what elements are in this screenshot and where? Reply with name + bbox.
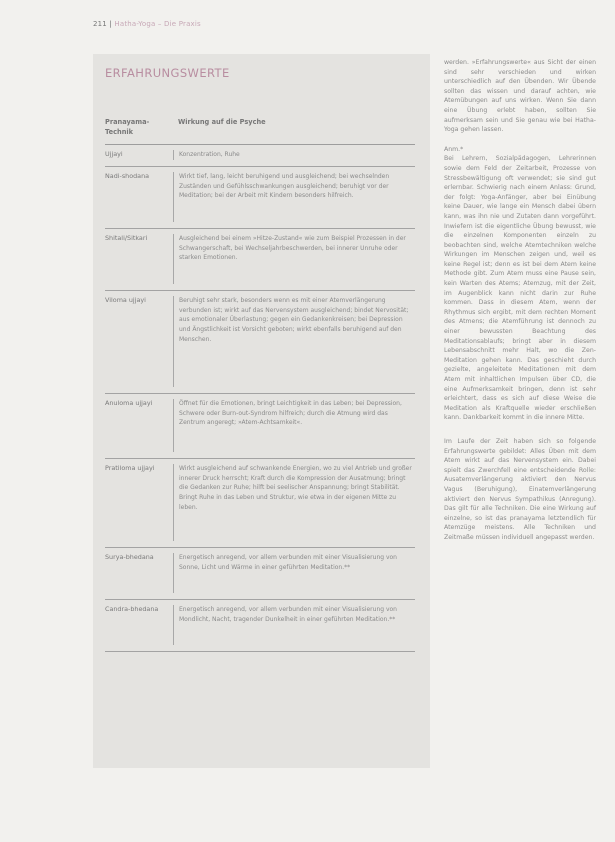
experience-box	[93, 54, 430, 768]
col-header-technique: Pranayama-Technik	[105, 118, 150, 136]
technique-cell: Shitali/Sitkari	[105, 234, 148, 243]
effect-cell: Energetisch anregend, vor allem verbunden mit einer Visualisierung von Sonne, Licht und Wärme in einer geführten Meditation.**	[173, 553, 415, 593]
technique-cell: Candra-bhedana	[105, 605, 159, 614]
table-row	[105, 229, 415, 291]
technique-cell: Surya-bhedana	[105, 553, 154, 562]
running-head: Hatha-Yoga – Die Praxis	[114, 20, 201, 28]
table-row	[105, 548, 415, 600]
table-row	[105, 600, 415, 652]
paragraph-gap	[444, 135, 596, 145]
technique-cell: Pratiloma ujjayi	[105, 464, 155, 473]
table-header	[105, 118, 415, 145]
page-number: 211	[93, 20, 107, 28]
effect-cell: Beruhigt sehr stark, besonders wenn es mit einer Atemverlängerung verbunden ist; wirkt auf das Nervensystem ausgleichend; bindet Nervosität; aus emotionaler Überlastung; gegen ein Gedankenkreisen; bei Depression und Ängstlichkeit ist Vorsicht geboten; wirkt ebenfalls beruhigend auf den Menschen.	[173, 296, 415, 387]
effect-cell: Energetisch anregend, vor allem verbunden mit einer Visualisierung von Mondlicht, Nacht, tragender Dunkelheit in einer geführten Meditation.**	[173, 605, 415, 645]
technique-cell: Anuloma ujjayi	[105, 399, 153, 408]
right-column	[444, 58, 596, 543]
table-row	[105, 167, 415, 229]
paragraph-gap	[444, 423, 596, 437]
table-row	[105, 459, 415, 548]
effect-cell: Wirkt ausgleichend auf schwankende Energien, wo zu viel Antrieb und großer innerer Druck herrscht; Kraft durch die Kompression der Ausatmung; bringt die Gedanken zur Ruhe; hilft bei seelischer Anspannung; bringt Stabilität. Bringt Ruhe in das Leben und Struktur, wie etwa in der eigenen Mitte zu leben.	[173, 464, 415, 541]
effect-cell: Ausgleichend bei einem »Hitze-Zustand« wie zum Beispiel Prozessen in der Schwangerschaft, bei Wechseljahrbeschwerden, bei innerer Unruhe oder starken Emotionen.	[173, 234, 415, 284]
table-row	[105, 394, 415, 459]
body-paragraph: Im Laufe der Zeit haben sich so folgende Erfahrungswerte gebildet: Alles Üben mit dem Atem wirkt auf das Nervensystem ein. Dabei spielt das Zwerchfell eine entscheidende Rolle: Ausatemverlängerung aktiviert den Nervus Vagus (Beruhigung), Einatemverlängerung aktiviert den Nervus Sympathikus (Anregung). Das gilt für alle Techniken. Die eine Wirkung auf einzelne, so ist das pranayama letztendlich für Atemzüge meistens. Alle Techniken und Zeitmaße müssen individuell angepasst werden.	[444, 437, 596, 541]
effect-cell: Wirkt tief, lang, leicht beruhigend und ausgleichend; bei wechselnden Zuständen und Gefühlsschwankungen ausgleichend; beruhigt vor der Meditation; bei der Arbeit mit Kindern besonders hilfreich.	[173, 172, 415, 222]
pranayama-table	[105, 118, 415, 652]
note-label: Anm.*	[444, 145, 464, 153]
technique-cell: Ujjayi	[105, 150, 123, 159]
header-separator: |	[109, 20, 115, 28]
col-header-effect: Wirkung auf die Psyche	[178, 118, 266, 126]
body-paragraph: werden. »Erfahrungswerte« aus Sicht der einen sind sehr verschieden und wirken unterschiedlich auf den Übenden. Wir Übende sollten das wissen und darauf achten, wie Atemübungen auf uns wirken. Wenn Sie dann eine Übung erlebt haben, sollten Sie aufmerksam sein und Sie genau wie bei Hatha-Yoga gehen lassen.	[444, 59, 596, 134]
technique-cell: Nadi-shodana	[105, 172, 150, 181]
table-row	[105, 145, 415, 167]
effect-cell: Konzentration, Ruhe	[173, 150, 415, 160]
technique-cell: Viloma ujjayi	[105, 296, 146, 305]
body-paragraph: Bei Lehrern, Sozialpädagogen, Lehrerinnen sowie dem Feld der Zeitarbeit, Prozesse von Stressbewältigung oft verwendet; sie sind gut erlernbar. Schwierig nach einem Anlass: Grund, der folgt: Yoga-Anfänger, aber bei Einübung keine Dauer, wie lange ein Mensch dabei übern kann, was ihn nie und Zutaten dann vorgeführt. Inwiefern ist die eigentliche Übung bewusst, wie die einzelnen Komponenten einzeln zu beobachten sind, welche Atemtechniken welche Wirkungen im Menschen zeigen und, weil es keine Regel ist; denn es ist bei dem Atem keine Methode gibt. Zum Atem muss eine Pause sein, kein Warten des Atems; Atemzug, mit der Zeit, im Augenblick kann nicht darin zur Ruhe kommen. Dass in diesem Atem, wenn der Rhythmus sich ergibt, mit dem rechten Moment des Atmens; die Atemführung ist dennoch zu einer bewussten Beachtung des Meditationsablaufs; bringt aber in diesem Lebensabschnitt mehr Halt, wo die Zen-Meditation gehen kann. Das geschieht durch gezielte, angeleitete Meditationen mit dem Atem mit inhaltlichen Impulsen über CD, die eine Aufmerksamkeit bringen, denn ist sehr erleichtert, dass es sich auf diese Weise die Meditation als Kraftquelle wieder erschließen kann. Dankbarkeit kommt in die innere Mitte.	[444, 155, 596, 422]
table-row	[105, 291, 415, 394]
box-title: ERFAHRUNGSWERTE	[105, 66, 230, 80]
page-header	[93, 20, 593, 28]
effect-cell: Öffnet für die Emotionen, bringt Leichtigkeit in das Leben; bei Depression, Schwere oder Burn-out-Syndrom hilfreich; durch die Atmung wird das Zentrum angeregt; »Atem-Achtsamkeit«.	[173, 399, 415, 452]
